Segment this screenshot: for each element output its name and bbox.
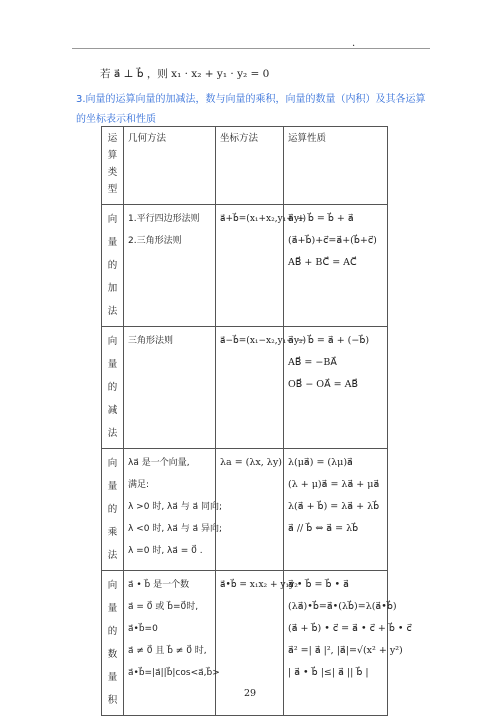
geometry-cell: λa⃗ 是一个向量, 满足: λ >0 时, λa⃗ 与 a⃗ 同向; λ <0 时, λa⃗ 与 a⃗ 异向; λ =0 时, λa⃗ = 0⃗ . [124, 449, 216, 571]
properties-cell: a⃗ − b⃗ = a⃗ + (−b⃗) AB⃗ = −BA⃗ OB⃗ − OA⃗ = AB⃗ [284, 327, 388, 449]
type-cell [102, 205, 124, 327]
page-number: 29 [243, 688, 257, 699]
header-rule [72, 48, 430, 49]
type-label: 向 量 的 减 法 [107, 336, 118, 439]
coordinate-cell: a⃗+b⃗=(x₁+x₂,y₁+y₂) [216, 205, 284, 327]
table-row-subtraction [102, 327, 388, 449]
header-properties: 运算性质 [284, 127, 388, 205]
coordinate-cell: λa = (λx, λy) [216, 449, 284, 571]
type-cell [102, 327, 124, 449]
properties-cell: λ(μa⃗) = (λμ)a⃗ (λ + μ)a⃗ = λa⃗ + μa⃗ λ(a⃗ + b⃗) = λa⃗ + λb⃗ a⃗ // b⃗ ⇔ a⃗ = λb⃗ [284, 449, 388, 571]
properties-cell: a⃗ • b⃗ = b⃗ • a⃗ (λa⃗)•b⃗=a⃗•(λb⃗)=λ(a⃗•b⃗) (a⃗ + b⃗) • c⃗ = a⃗ • c⃗ + b⃗ • c⃗ a⃗² =| a⃗ |², |a⃗|=√(x² + y²) | a⃗ • b⃗ |≤| a⃗ || b⃗ | [284, 571, 388, 716]
header-coordinate: 坐标方法 [216, 127, 284, 205]
type-label: 向 量 的 数 量 积 [107, 580, 118, 706]
geometry-cell: a⃗ • b⃗ 是一个数 a⃗ = 0⃗ 或 b⃗=0⃗时, a⃗•b⃗=0 a⃗ ≠ 0⃗ 且 b⃗ ≠ 0⃗ 时, a⃗•b⃗=|a⃗||b⃗|cos<a⃗,b⃗> [124, 571, 216, 716]
section-heading: 3.向量的运算向量的加减法，数与向量的乘积，向量的数量（内积）及其各运算的坐标表示和性质 [76, 94, 426, 125]
geometry-cell: 三角形法则 [124, 327, 216, 449]
type-cell [102, 449, 124, 571]
coordinate-cell: a⃗•b⃗ = x₁x₂ + y₁y₂ [216, 571, 284, 716]
header-type-cell [102, 127, 124, 205]
vector-operations-table [101, 126, 412, 716]
table-header-row [102, 127, 388, 205]
header-type-label: 运 算 类 型 [107, 133, 118, 195]
header-geometry: 几何方法 [124, 127, 216, 205]
geometry-cell: 1.平行四边形法则 2.三角形法则 [124, 205, 216, 327]
type-label: 向 量 的 加 法 [107, 214, 118, 317]
properties-cell: a⃗ + b⃗ = b⃗ + a⃗ (a⃗+b⃗)+c⃗=a⃗+(b⃗+c⃗) AB⃗ + BC⃗ = AC⃗ [284, 205, 388, 327]
intro-line: 若 a⃗ ⊥ b⃗ ，则 x₁ · x₂ + y₁ · y₂ = 0 [100, 68, 270, 80]
table-row-scalar-multiplication [102, 449, 388, 571]
table-row-addition [102, 205, 388, 327]
header-dot: . [352, 38, 356, 49]
coordinate-cell: a⃗−b⃗=(x₁−x₂,y₁−y₂) [216, 327, 284, 449]
type-label: 向 量 的 乘 法 [107, 458, 118, 561]
